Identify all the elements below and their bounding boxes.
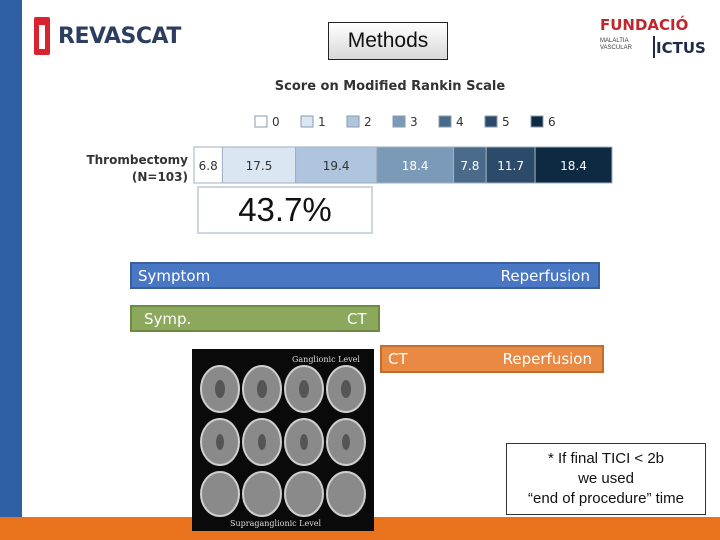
page-title: Methods (328, 22, 448, 60)
timeline-ct-label: CT (347, 309, 367, 328)
note-line-1: * If final TICI < 2b (547, 450, 665, 467)
legend-swatch-5 (485, 116, 497, 127)
legend-label-3: 3 (410, 115, 418, 129)
revascat-logo-text: REVASCAT (58, 23, 181, 49)
scan-bottom-caption: Supraganglionic Level (230, 519, 322, 528)
bar-value-label-mrs-3: 18.4 (401, 159, 429, 173)
bar-value-label-mrs-1: 17.5 (245, 159, 273, 173)
bar-value-label-mrs-0: 6.8 (198, 159, 218, 173)
legend-label-6: 6 (548, 115, 556, 129)
bar-value-label-mrs-4: 7.8 (460, 159, 480, 173)
timeline-symp-label: Symp. (144, 309, 192, 328)
bar-value-label-mrs-2: 19.4 (322, 159, 350, 173)
timeline-start-label: Symptom (138, 266, 211, 285)
legend-label-2: 2 (364, 115, 372, 129)
note-line-2: we used (578, 470, 634, 487)
timeline-ct-start-label: CT (388, 350, 408, 368)
legend-label-1: 1 (318, 115, 326, 129)
tici-footnote (506, 443, 706, 515)
timeline-end-label: Reperfusion (500, 266, 590, 285)
legend-swatch-2 (347, 116, 359, 127)
legend-label-4: 4 (456, 115, 464, 129)
bar-value-label-mrs-5: 11.7 (497, 159, 524, 173)
legend-swatch-0 (255, 116, 267, 127)
timeline-symptom-to-ct (130, 305, 380, 332)
note-line-3: “end of procedure” time (528, 490, 684, 507)
legend-label-0: 0 (272, 115, 280, 129)
legend-swatch-4 (439, 116, 451, 127)
bar-value-label-mrs-6: 18.4 (560, 159, 587, 173)
legend-swatch-3 (393, 116, 405, 127)
fundacio-logo-line2: MALALTIA VASCULAR (600, 38, 632, 51)
fundacio-logo-line1: FUNDACIÓ (600, 16, 689, 34)
brain-slices-icon (192, 349, 374, 531)
legend-label-5: 5 (502, 115, 510, 129)
scan-top-caption: Ganglionic Level (292, 355, 360, 364)
timeline-symptom-to-reperfusion (130, 262, 600, 289)
ct-scan-image (192, 349, 374, 531)
chart-row-label: Thrombectomy (N=103) (86, 153, 188, 184)
legend-swatch-1 (301, 116, 313, 127)
timeline-reperfusion-label: Reperfusion (502, 350, 592, 368)
timeline-ct-to-reperfusion (380, 345, 604, 373)
chart-title: Score on Modified Rankin Scale (274, 79, 506, 94)
highlight-percentage: 43.7% (197, 186, 373, 234)
legend-swatch-6 (531, 116, 543, 127)
fundacio-logo-line3: ICTUS (656, 39, 706, 57)
